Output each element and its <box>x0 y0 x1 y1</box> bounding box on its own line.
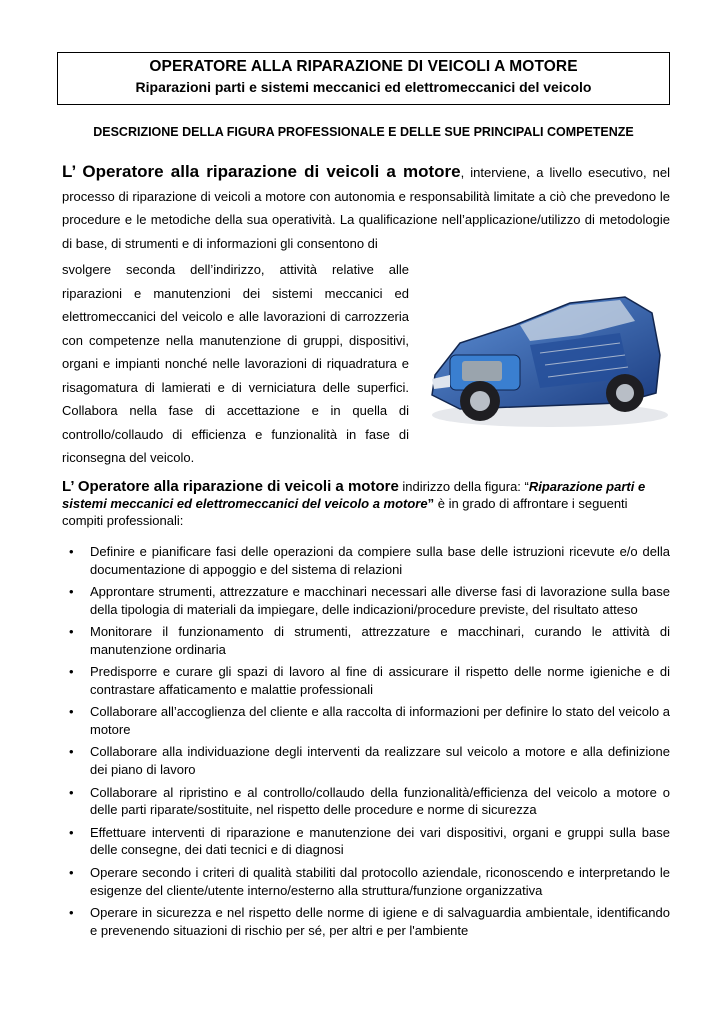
bullet: • <box>69 584 74 600</box>
intro-paragraph <box>62 160 670 255</box>
task-text: Operare secondo i criteri di qualità stabiliti dal protocollo aziendale, riconoscendo e interpretando le esigenze del cliente/utente interno/esterno alla struttura/funzione organizzativa <box>90 864 670 898</box>
task-text: Definire e pianificare fasi delle operazioni da compiere sulla base delle istruzioni ricevute e/o della documentazione di appoggio e del sistema di relazioni <box>90 544 670 577</box>
list-item <box>62 623 670 659</box>
address-tail: è in grado di affrontare i seguenti compiti professionali: <box>62 496 628 528</box>
bullet: • <box>69 784 74 800</box>
document-title: OPERATORE ALLA RIPARAZIONE DI VEICOLI A MOTORE <box>149 58 578 75</box>
list-item <box>62 743 670 779</box>
bullet: • <box>69 624 74 640</box>
task-text: Predisporre e curare gli spazi di lavoro al fine di assicurare il rispetto delle norme igieniche e di contrastare affaticamento e malattie professionali <box>90 664 670 698</box>
intro-text: , interviene, a livello esecutivo, nel processo di riparazione di veicoli a motore con autonomia e responsabilità limitate a ciò che prevedono le procedure e le metodiche della sua operatività. La qualificazione nell’applicazione/utilizzo di metodologie di base, di strumenti e di informazioni gli consentono di <box>62 165 670 251</box>
list-item <box>62 663 670 699</box>
task-text: Approntare strumenti, attrezzature e macchinari necessari alle diverse fasi di lavorazione sulla base della tipologia di materiali da impiegare, delle indicazioni/procedure previste, del risultato atteso <box>90 584 670 617</box>
intro-continuation: svolgere seconda dell’indirizzo, attività relative alle riparazioni e manutenzioni dei sistemi meccanici ed elettromeccanici del veicolo e alle lavorazioni di carrozzeria con competenze nella manutenzione di gruppi, dispositivi, organi e impianti nonché nelle lavorazioni di riquadratura e risagomatura di lamierati e di verniciatura delle superfici. Collabora nella fase di accettazione e in quella di controllo/collaudo di efficienza e funzionalità in fase di riconsegna del veicolo. <box>62 262 409 465</box>
list-item <box>62 864 670 900</box>
task-text: Collaborare all’accoglienza del cliente e alla raccolta di informazioni per definire lo stato del veicolo a motore <box>90 704 670 738</box>
list-item <box>62 784 670 820</box>
address-close: ” <box>427 496 435 511</box>
bullet: • <box>69 664 74 680</box>
task-text: Collaborare al ripristino e al controllo/collaudo della funzionalità/efficienza del veicolo a motore o delle parti riparate/sostituite, nel rispetto delle procedure e norme di sicurezza <box>90 784 670 818</box>
list-item <box>62 543 670 579</box>
address-mid: indirizzo della figura: “ <box>398 479 529 494</box>
car-cutaway-image <box>420 283 670 433</box>
list-item <box>62 824 670 860</box>
list-item <box>62 703 670 739</box>
bullet: • <box>69 744 74 760</box>
task-text: Operare in sicurezza e nel rispetto delle norme di igiene e di salvaguardia ambientale, identificando e prevenendo situazioni di rischio per sé, per altri e per l'ambiente <box>90 904 670 938</box>
address-italic: Riparazione parti e sistemi meccanici ed elettromeccanici del veicolo a motore <box>62 479 646 511</box>
task-list <box>62 543 670 944</box>
bullet: • <box>69 904 74 920</box>
address-lead: L’ Operatore alla riparazione di veicoli a motore <box>62 478 399 495</box>
list-item <box>62 583 670 619</box>
task-text: Effettuare interventi di riparazione e manutenzione dei vari dispositivi, organi e gruppi sulla base delle consegne, dei dati tecnici e di diagnosi <box>90 824 670 858</box>
list-item <box>62 904 670 940</box>
bullet: • <box>69 864 74 880</box>
bullet: • <box>69 824 74 840</box>
task-text: Collaborare alla individuazione degli interventi da realizzare sul veicolo a motore e alla definizione dei piano di lavoro <box>90 744 670 778</box>
address-paragraph <box>62 478 670 529</box>
bullet: • <box>69 704 74 720</box>
document-subtitle: Riparazioni parti e sistemi meccanici ed elettromeccanici del veicolo <box>135 79 592 95</box>
section-title: DESCRIZIONE DELLA FIGURA PROFESSIONALE E DELLE SUE PRINCIPALI COMPETENZE <box>93 125 634 139</box>
intro-lead: L’ Operatore alla riparazione di veicoli a motore <box>62 162 461 181</box>
bullet: • <box>69 544 74 559</box>
document-header <box>57 52 670 105</box>
task-text: Monitorare il funzionamento di strumenti, attrezzature e macchinari, curando le attività di manutenzione ordinaria <box>90 624 670 657</box>
